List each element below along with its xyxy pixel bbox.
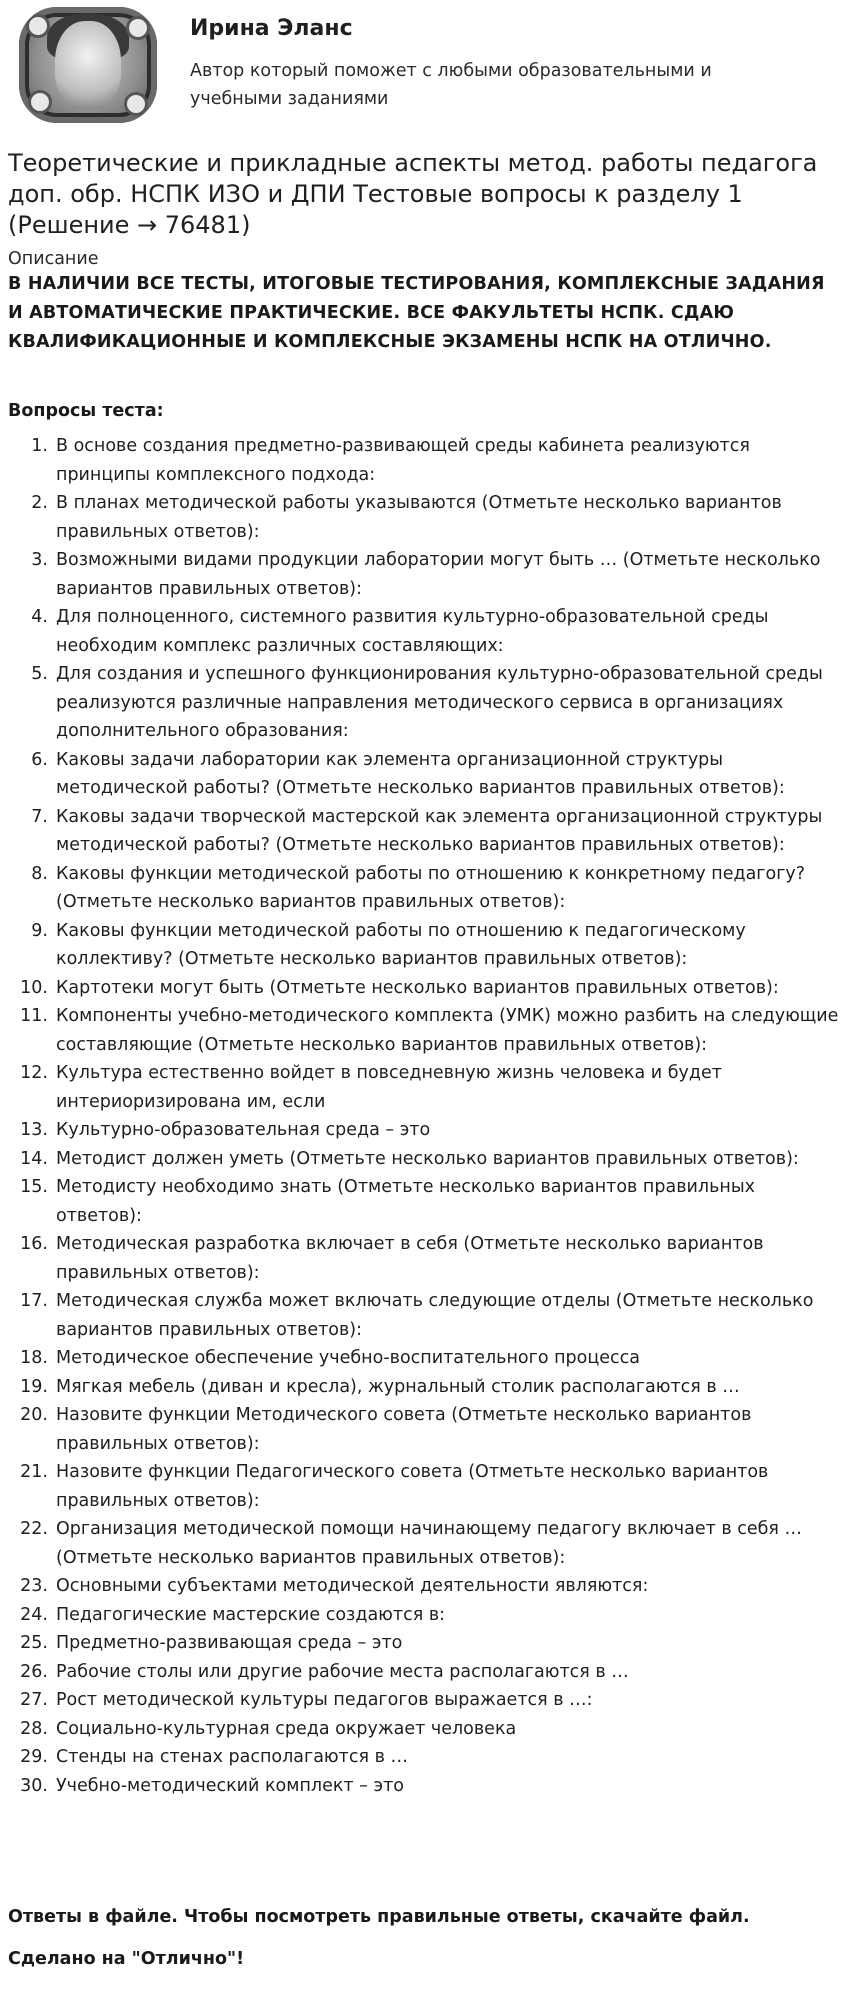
question-item xyxy=(8,1373,844,1402)
author-info xyxy=(190,6,790,113)
author-name[interactable]: Ирина Эланс xyxy=(190,16,353,41)
question-number: 5. xyxy=(31,664,48,684)
done-note: Сделано на "Отлично"! xyxy=(8,1949,245,1969)
question-text: Стенды на стенах располагаются в … xyxy=(56,1747,408,1767)
question-item xyxy=(8,974,844,1003)
avatar-decoration xyxy=(127,95,145,113)
question-item xyxy=(8,1344,844,1373)
question-number: 7. xyxy=(31,806,48,827)
question-text: Основными субъектами методической деятельности являются: xyxy=(56,1576,649,1596)
question-item xyxy=(8,803,844,860)
page-title: Теоретические и прикладные аспекты метод. работы педагога доп. обр. НСПК ИЗО и ДПИ Тестовые вопросы к разделу 1 (Решение → 76481) xyxy=(8,149,818,239)
question-item xyxy=(8,1743,844,1772)
question-text: Для полноценного, системного развития культурно-образовательной среды необходим комплекс различных составляющих: xyxy=(56,607,769,656)
questions-heading: Вопросы теста: xyxy=(8,401,164,421)
question-number: 23. xyxy=(20,1576,48,1596)
question-text: Компоненты учебно-методического комплекта (УМК) можно разбить на следующие составляющие (Отметьте несколько вариантов правильных ответов): xyxy=(56,1006,839,1055)
question-text: Организация методической помощи начинающему педагогу включает в себя … (Отметьте несколько вариантов правильных ответов): xyxy=(56,1519,803,1568)
question-text: Методист должен уметь (Отметьте несколько вариантов правильных ответов): xyxy=(56,1148,799,1169)
question-number: 29. xyxy=(20,1747,48,1767)
question-number: 20. xyxy=(20,1405,48,1425)
question-text: Методическая разработка включает в себя (Отметьте несколько вариантов правильных ответов): xyxy=(56,1234,764,1283)
question-text: Учебно-методический комплект – это xyxy=(56,1775,404,1796)
question-number: 15. xyxy=(20,1177,48,1197)
question-item xyxy=(8,1458,844,1515)
question-number: 11. xyxy=(20,1006,48,1026)
question-item xyxy=(8,1059,844,1116)
question-number: 19. xyxy=(20,1376,48,1397)
question-number: 22. xyxy=(20,1519,48,1539)
author-card xyxy=(6,6,790,124)
question-number: 24. xyxy=(20,1604,48,1625)
avatar-decoration xyxy=(129,19,147,37)
question-number: 27. xyxy=(20,1690,48,1710)
question-item xyxy=(8,1715,844,1744)
question-number: 21. xyxy=(20,1462,48,1482)
question-number: 3. xyxy=(31,550,48,570)
question-number: 14. xyxy=(20,1148,48,1169)
question-text: Предметно-развивающая среда – это xyxy=(56,1633,403,1653)
questions-list xyxy=(8,432,844,1800)
question-text: Назовите функции Педагогического совета (Отметьте несколько вариантов правильных ответов): xyxy=(56,1462,769,1511)
question-item xyxy=(8,1230,844,1287)
question-text: В основе создания предметно-развивающей среды кабинета реализуются принципы комплексного подхода: xyxy=(56,436,750,485)
question-text: Мягкая мебель (диван и кресла), журнальный столик располагаются в … xyxy=(56,1376,740,1397)
question-item xyxy=(8,1401,844,1458)
question-number: 28. xyxy=(20,1718,48,1739)
question-text: Культура естественно войдет в повседневную жизнь человека и будет интериоризирована им, если xyxy=(56,1063,722,1112)
question-item xyxy=(8,1772,844,1801)
question-item xyxy=(8,1686,844,1715)
question-item xyxy=(8,860,844,917)
question-item xyxy=(8,603,844,660)
question-number: 10. xyxy=(20,977,48,998)
question-item xyxy=(8,746,844,803)
question-text: Возможными видами продукции лаборатории могут быть … (Отметьте несколько вариантов правильных ответов): xyxy=(56,550,821,599)
question-number: 18. xyxy=(20,1348,48,1368)
question-number: 2. xyxy=(31,493,48,513)
question-number: 12. xyxy=(20,1063,48,1083)
question-text: Рост методической культуры педагогов выражается в …: xyxy=(56,1690,593,1710)
question-text: Рабочие столы или другие рабочие места располагаются в … xyxy=(56,1661,629,1682)
question-text: Культурно-образовательная среда – это xyxy=(56,1120,431,1140)
question-text: Назовите функции Методического совета (Отметьте несколько вариантов правильных ответов): xyxy=(56,1405,752,1454)
question-item xyxy=(8,1287,844,1344)
avatar-face xyxy=(55,21,121,109)
question-number: 16. xyxy=(20,1234,48,1254)
question-text: Каковы задачи творческой мастерской как элемента организационной структуры методической работы? (Отметьте несколько вариантов правильных ответов): xyxy=(56,806,823,855)
question-number: 1. xyxy=(31,436,48,456)
question-item xyxy=(8,917,844,974)
answers-note: Ответы в файле. Чтобы посмотреть правильные ответы, скачайте файл. xyxy=(8,1907,750,1927)
question-item xyxy=(8,1116,844,1145)
question-item xyxy=(8,1629,844,1658)
question-item xyxy=(8,1572,844,1601)
question-text: В планах методической работы указываются (Отметьте несколько вариантов правильных ответов): xyxy=(56,493,782,542)
avatar-frame xyxy=(19,7,157,123)
question-number: 17. xyxy=(20,1291,48,1311)
question-number: 30. xyxy=(20,1775,48,1796)
question-text: Методисту необходимо знать (Отметьте несколько вариантов правильных ответов): xyxy=(56,1177,756,1226)
question-number: 9. xyxy=(31,920,48,941)
question-text: Социально-культурная среда окружает человека xyxy=(56,1718,517,1739)
author-description: Автор который поможет с любыми образовательными и учебными заданиями xyxy=(190,61,712,109)
question-text: Педагогические мастерские создаются в: xyxy=(56,1604,446,1625)
question-item xyxy=(8,1002,844,1059)
description-text: В НАЛИЧИИ ВСЕ ТЕСТЫ, ИТОГОВЫЕ ТЕСТИРОВАНИЯ, КОМПЛЕКСНЫЕ ЗАДАНИЯ И АВТОМАТИЧЕСКИЕ ПРАКТИЧЕСКИЕ. ВСЕ ФАКУЛЬТЕТЫ НСПК. СДАЮ КВАЛИФИКАЦИОННЫЕ И КОМПЛЕКСНЫЕ ЭКЗАМЕНЫ НСПК НА ОТЛИЧНО. xyxy=(8,274,825,352)
question-text: Методическое обеспечение учебно-воспитательного процесса xyxy=(56,1348,640,1368)
question-text: Каковы функции методической работы по отношению к конкретному педагогу? (Отметьте несколько вариантов правильных ответов): xyxy=(56,863,806,912)
question-number: 8. xyxy=(31,863,48,884)
description-label: Описание xyxy=(8,249,99,269)
question-text: Для создания и успешного функционирования культурно-образовательной среды реализуются различные направления методического сервиса в организациях дополнительного образования: xyxy=(56,664,823,741)
question-item xyxy=(8,1658,844,1687)
question-item xyxy=(8,432,844,489)
question-text: Методическая служба может включать следующие отделы (Отметьте несколько вариантов правильных ответов): xyxy=(56,1291,814,1340)
question-number: 25. xyxy=(20,1633,48,1653)
question-item xyxy=(8,660,844,746)
question-number: 4. xyxy=(31,607,48,627)
question-number: 6. xyxy=(31,749,48,770)
question-item xyxy=(8,1515,844,1572)
question-text: Картотеки могут быть (Отметьте несколько вариантов правильных ответов): xyxy=(56,977,779,998)
avatar-decoration xyxy=(29,17,47,35)
question-text: Каковы задачи лаборатории как элемента организационной структуры методической работы? (Отметьте несколько вариантов правильных ответов): xyxy=(56,749,785,798)
question-item xyxy=(8,1173,844,1230)
question-number: 26. xyxy=(20,1661,48,1682)
question-item xyxy=(8,489,844,546)
question-item xyxy=(8,1145,844,1174)
author-avatar[interactable] xyxy=(6,6,170,124)
question-item xyxy=(8,1601,844,1630)
question-item xyxy=(8,546,844,603)
avatar-decoration xyxy=(31,93,49,111)
question-number: 13. xyxy=(20,1120,48,1140)
question-text: Каковы функции методической работы по отношению к педагогическому коллективу? (Отметьте несколько вариантов правильных ответов): xyxy=(56,920,746,969)
